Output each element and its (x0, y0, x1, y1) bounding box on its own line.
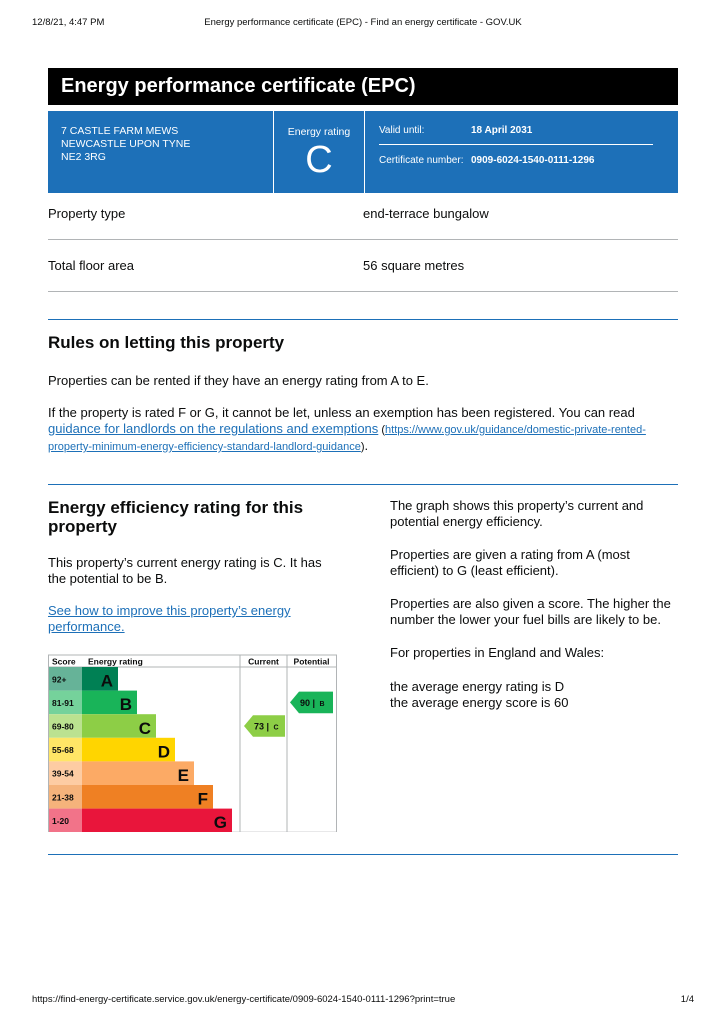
letting-guidance-paragraph (48, 405, 680, 455)
band-score-label: 92+ (52, 674, 67, 685)
explanation-paragraph: Properties are given a rating from A (most efficient) to G (least efficient). (390, 547, 630, 578)
property-type-label: Property type (48, 206, 126, 221)
energy-rating-chart-svg (48, 654, 338, 832)
energy-rating-chart (48, 654, 338, 837)
address-line: 7 CASTLE FARM MEWS (61, 125, 179, 137)
certificate-details (365, 111, 678, 193)
property-type-row (48, 193, 678, 240)
band-letter: A (100, 671, 113, 691)
band-score-label: 39-54 (52, 768, 74, 779)
landlord-guidance-link[interactable]: guidance for landlords on the regulations and exemptions (48, 421, 379, 436)
energy-rating-label: Energy rating (287, 126, 351, 138)
band-letter: E (177, 766, 189, 785)
print-datetime: 12/8/21, 4:47 PM (32, 17, 105, 28)
section-divider (48, 484, 678, 485)
section-divider (48, 854, 678, 855)
print-page-title: Energy performance certificate (EPC) - Find an energy certificate - GOV.UK (204, 17, 522, 28)
chart-header-score: Score (52, 656, 76, 667)
property-address (48, 111, 273, 193)
address-line: NE2 3RG (61, 151, 106, 163)
band-score-label: 1-20 (52, 815, 70, 826)
explanation-paragraph: Properties are also given a score. The higher the number the lower your fuel bills are likely to be. (390, 596, 671, 627)
band-letter: G (213, 813, 227, 832)
floor-area-row (48, 245, 678, 292)
energy-rating-letter: C (305, 139, 333, 181)
band-score-label: 21-38 (52, 792, 74, 803)
band-letter: F (197, 789, 208, 809)
chart-header-current: Current (248, 656, 279, 667)
property-type-value: end-terrace bungalow (363, 206, 489, 221)
letting-heading: Rules on letting this property (48, 333, 285, 352)
band-score-label: 81-91 (52, 697, 74, 708)
potential-rating-letter: B (319, 700, 325, 708)
letting-paragraph: Properties can be rented if they have an energy rating from A to E. (48, 373, 429, 388)
section-divider (48, 319, 678, 320)
average-score: the average energy score is 60 (390, 695, 569, 710)
chart-header-potential: Potential (293, 656, 330, 667)
url-open: ( (378, 424, 386, 436)
band-letter: B (119, 695, 132, 715)
explanation-paragraph: The graph shows this property’s current and potential energy efficiency. (390, 498, 644, 529)
potential-rating-score: 90 | (300, 697, 318, 708)
floor-area-label: Total floor area (48, 258, 134, 273)
guidance-text: If the property is rated F or G, it cannot be let, unless an exemption has been registered. You can read (48, 405, 635, 420)
divider (379, 144, 653, 145)
print-page-number: 1/4 (680, 994, 694, 1005)
energy-rating-box (273, 111, 365, 193)
valid-until-label: Valid until: (379, 125, 425, 136)
band-bar (82, 785, 213, 809)
certificate-summary (48, 111, 678, 193)
current-rating-score: 73 | (254, 721, 272, 732)
band-score-label: 55-68 (52, 745, 74, 756)
url-close: ) (360, 441, 365, 453)
period: . (364, 438, 369, 453)
average-rating: the average energy rating is D (390, 679, 565, 694)
current-rating-letter: C (273, 724, 279, 732)
efficiency-heading: Energy efficiency rating for this property (48, 498, 304, 536)
improve-energy-link[interactable]: See how to improve this property’s energy performance. (48, 603, 291, 634)
page-title: Energy performance certificate (EPC) (48, 68, 678, 105)
landlord-guidance-url[interactable]: https://www.gov.uk/guidance/domestic-private-rented-property-minimum-energy-efficiency-standard-landlord-guidance (48, 424, 646, 453)
valid-until-value: 18 April 2031 (471, 125, 533, 136)
address-line: NEWCASTLE UPON TYNE (61, 138, 191, 150)
band-letter: C (138, 718, 151, 738)
chart-header-rating: Energy rating (88, 656, 143, 667)
explanation-paragraph: For properties in England and Wales: (390, 645, 605, 660)
print-url: https://find-energy-certificate.service.gov.uk/energy-certificate/0909-6024-1540-0111-1296?print=true (32, 994, 456, 1005)
certificate-number-value: 0909-6024-1540-0111-1296 (471, 155, 595, 166)
band-letter: D (157, 742, 170, 762)
band-bar (82, 809, 232, 832)
certificate-number-label: Certificate number: (379, 155, 464, 166)
band-score-label: 69-80 (52, 721, 74, 732)
floor-area-value: 56 square metres (363, 258, 465, 273)
efficiency-explanation (390, 498, 682, 711)
efficiency-paragraph: This property’s current energy rating is C. It has the potential to be B. (48, 555, 322, 586)
